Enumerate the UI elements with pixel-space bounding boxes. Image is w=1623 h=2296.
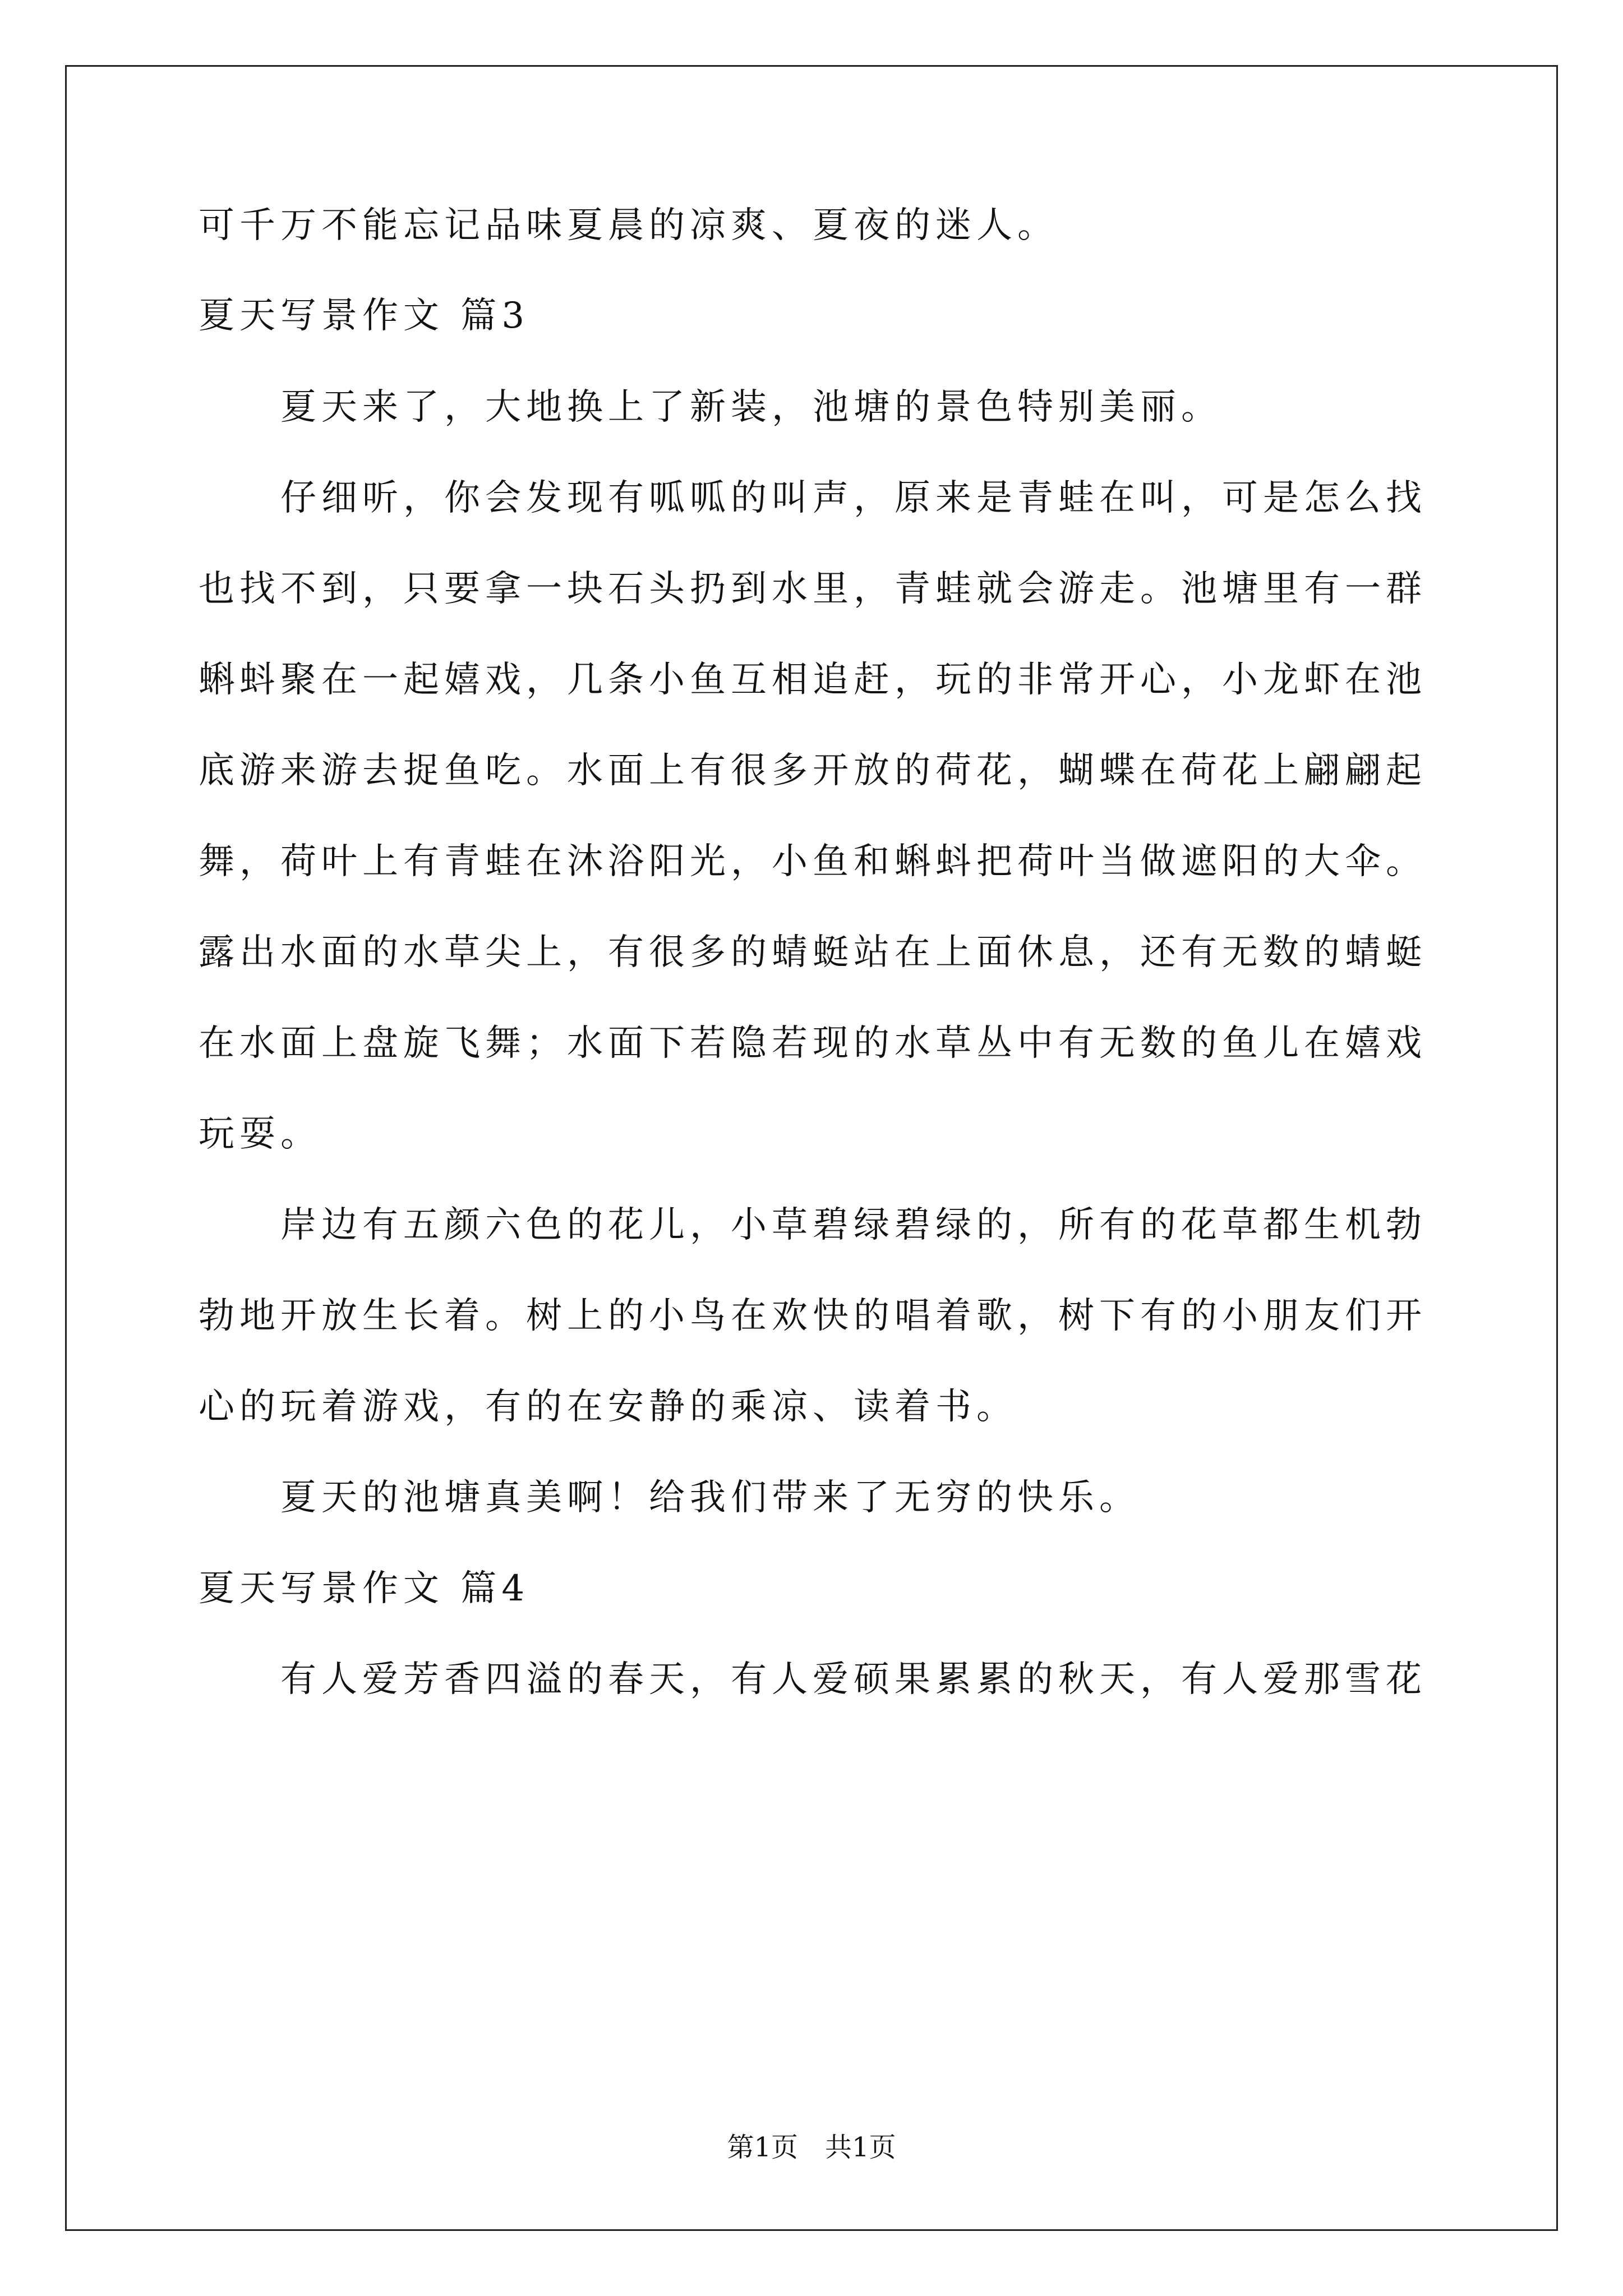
page-footer: 第1页 共1页 xyxy=(727,2132,896,2163)
section-heading: 夏天写景作文 篇4 xyxy=(199,1568,530,1609)
text-line: 勃地开放生长着。树上的小鸟在欢快的唱着歌，树下有的小朋友们开 xyxy=(199,1295,1427,1337)
text-line: 玩耍。 xyxy=(199,1114,321,1155)
text-line: 夏天来了，大地换上了新装，池塘的景色特别美丽。 xyxy=(199,386,1222,428)
text-line: 心的玩着游戏，有的在安静的乘凉、读着书。 xyxy=(199,1386,1017,1428)
text-line: 岸边有五颜六色的花儿，小草碧绿碧绿的，所有的花草都生机勃 xyxy=(199,1204,1427,1246)
text-line: 也找不到，只要拿一块石头扔到水里，青蛙就会游走。池塘里有一群 xyxy=(199,568,1427,610)
text-line: 在水面上盘旋飞舞；水面下若隐若现的水草丛中有无数的鱼儿在嬉戏 xyxy=(199,1023,1427,1064)
text-line: 有人爱芳香四溢的春天，有人爱硕果累累的秋天，有人爱那雪花 xyxy=(199,1659,1427,1700)
section-heading: 夏天写景作文 篇3 xyxy=(199,295,530,337)
text-line: 蝌蚪聚在一起嬉戏，几条小鱼互相追赶，玩的非常开心，小龙虾在池 xyxy=(199,659,1427,701)
text-line: 底游来游去捉鱼吃。水面上有很多开放的荷花，蝴蝶在荷花上翩翩起 xyxy=(199,750,1427,792)
text-line: 舞，荷叶上有青蛙在沐浴阳光，小鱼和蝌蚪把荷叶当做遮阳的大伞。 xyxy=(199,841,1427,882)
text-line: 仔细听，你会发现有呱呱的叫声，原来是青蛙在叫，可是怎么找 xyxy=(199,477,1427,519)
text-line: 夏天的池塘真美啊！给我们带来了无穷的快乐。 xyxy=(199,1477,1140,1519)
text-line: 可千万不能忘记品味夏晨的凉爽、夏夜的迷人。 xyxy=(199,205,1058,246)
text-line: 露出水面的水草尖上，有很多的蜻蜓站在上面休息，还有无数的蜻蜓 xyxy=(199,932,1427,973)
